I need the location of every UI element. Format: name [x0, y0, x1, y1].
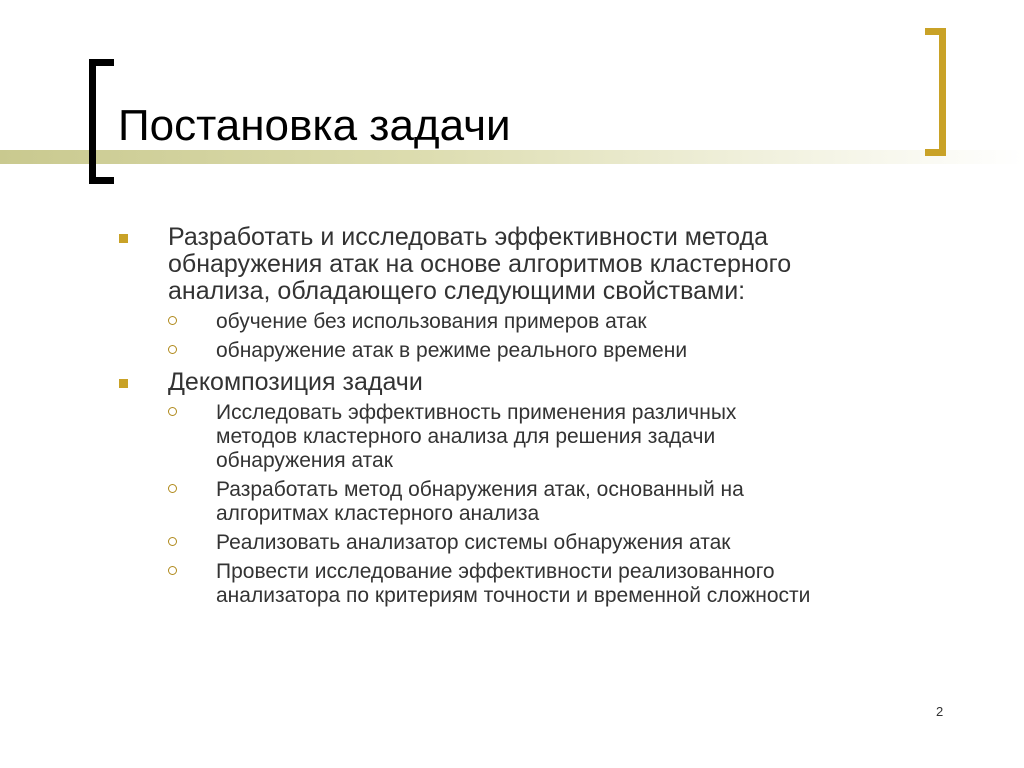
sub-bullet-line: Разработать метод обнаружения атак, основанный на: [216, 478, 744, 501]
sub-bullet-item: [118, 339, 968, 363]
circle-bullet-icon: [168, 316, 177, 325]
sub-bullet-item: [118, 478, 968, 526]
bullet-line: Декомпозиция задачи: [168, 368, 423, 396]
sub-bullet-item: [118, 401, 968, 473]
sub-bullet-item: [118, 531, 968, 555]
bullet-line: Разработать и исследовать эффективности метода: [168, 223, 768, 251]
sub-bullet-item: [118, 560, 968, 608]
slide-title: Постановка задачи: [118, 101, 511, 150]
sub-bullet-line: обучение без использования примеров атак: [216, 310, 647, 333]
sub-bullet-line: обнаружение атак в режиме реального времени: [216, 339, 688, 362]
sub-bullet-line: Провести исследование эффективности реализованного: [216, 560, 775, 583]
right-bracket-decoration: [925, 28, 946, 156]
circle-bullet-icon: [168, 407, 177, 416]
sub-bullet-line: Исследовать эффективность применения различных: [216, 401, 737, 424]
circle-bullet-icon: [168, 345, 177, 354]
sub-bullet-line: обнаружения атак: [216, 449, 393, 472]
bullet-item: [118, 369, 968, 396]
sub-bullet-line: методов кластерного анализа для решения задачи: [216, 425, 716, 448]
circle-bullet-icon: [168, 566, 177, 575]
sub-bullet-item: [118, 310, 968, 334]
sub-bullet-line: алгоритмах кластерного анализа: [216, 502, 540, 525]
circle-bullet-icon: [168, 484, 177, 493]
bullet-line: анализа, обладающего следующими свойствами:: [168, 277, 746, 305]
slide-content: [118, 224, 968, 612]
bullet-line: обнаружения атак на основе алгоритмов кластерного: [168, 250, 792, 278]
left-bracket-decoration: [89, 59, 114, 184]
bullet-item: [118, 224, 968, 305]
square-bullet-icon: [119, 234, 128, 243]
page-number: 2: [936, 704, 944, 719]
circle-bullet-icon: [168, 537, 177, 546]
sub-bullet-line: Реализовать анализатор системы обнаружения атак: [216, 531, 731, 554]
title-underline: [0, 150, 1024, 164]
square-bullet-icon: [119, 379, 128, 388]
sub-bullet-line: анализатора по критериям точности и временной сложности: [216, 584, 811, 607]
